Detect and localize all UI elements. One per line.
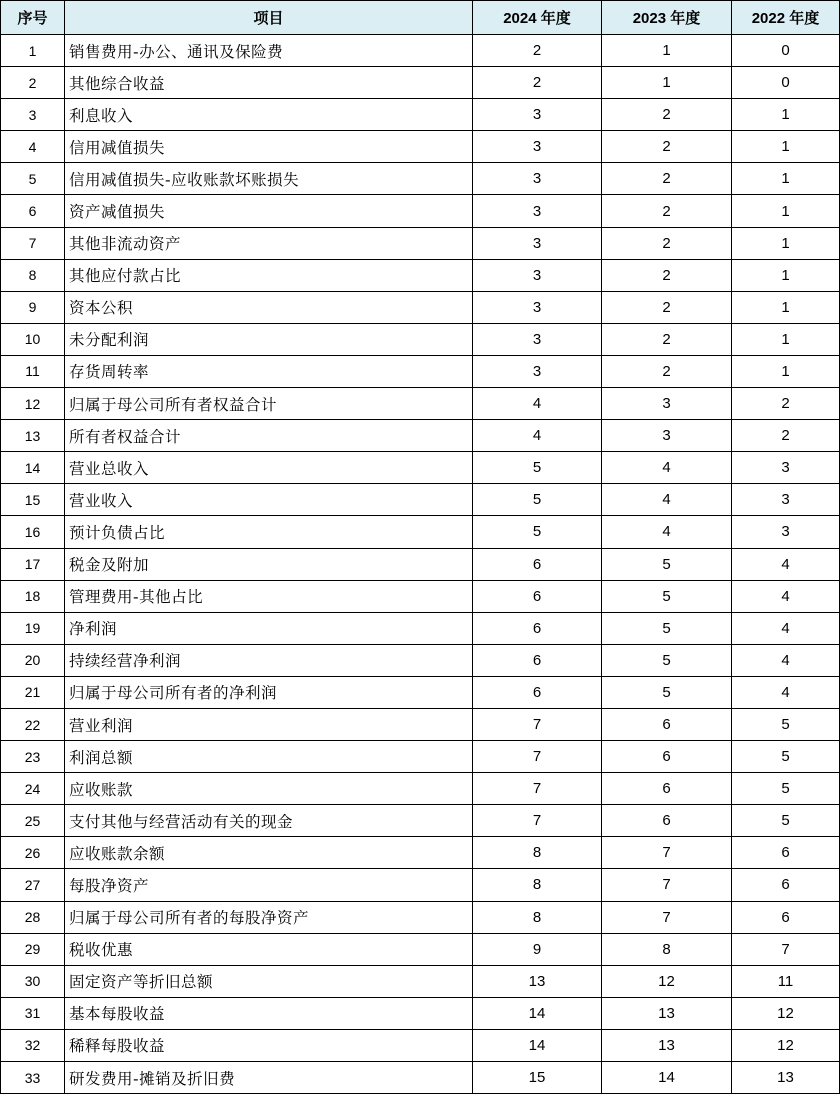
cell-2024: 3 <box>473 99 602 131</box>
cell-2022: 4 <box>732 580 840 612</box>
table-row <box>1 163 840 195</box>
cell-2023: 3 <box>602 388 732 420</box>
header-index: 序号 <box>1 1 65 35</box>
cell-2022: 5 <box>732 708 840 740</box>
table-row <box>1 548 840 580</box>
cell-item: 营业利润 <box>65 708 473 740</box>
cell-2023: 13 <box>602 1029 732 1061</box>
cell-index: 7 <box>1 227 65 259</box>
table-row <box>1 708 840 740</box>
cell-item: 税金及附加 <box>65 548 473 580</box>
cell-2024: 6 <box>473 644 602 676</box>
cell-2024: 4 <box>473 388 602 420</box>
cell-2023: 6 <box>602 741 732 773</box>
cell-item: 基本每股收益 <box>65 997 473 1029</box>
cell-2023: 1 <box>602 35 732 67</box>
table-row <box>1 676 840 708</box>
header-2024: 2024 年度 <box>473 1 602 35</box>
cell-2023: 2 <box>602 355 732 387</box>
cell-2024: 9 <box>473 933 602 965</box>
table-row <box>1 741 840 773</box>
cell-2023: 7 <box>602 837 732 869</box>
cell-2024: 3 <box>473 131 602 163</box>
cell-2023: 2 <box>602 227 732 259</box>
table-row <box>1 901 840 933</box>
table-row <box>1 773 840 805</box>
cell-2023: 4 <box>602 516 732 548</box>
cell-item: 固定资产等折旧总额 <box>65 965 473 997</box>
cell-item: 税收优惠 <box>65 933 473 965</box>
cell-2022: 6 <box>732 901 840 933</box>
cell-2024: 14 <box>473 1029 602 1061</box>
table-row <box>1 195 840 227</box>
cell-item: 归属于母公司所有者权益合计 <box>65 388 473 420</box>
cell-2022: 3 <box>732 484 840 516</box>
cell-2024: 13 <box>473 965 602 997</box>
cell-2024: 2 <box>473 67 602 99</box>
table-row <box>1 259 840 291</box>
cell-2022: 12 <box>732 1029 840 1061</box>
cell-index: 26 <box>1 837 65 869</box>
cell-2022: 1 <box>732 259 840 291</box>
table-row <box>1 355 840 387</box>
cell-index: 2 <box>1 67 65 99</box>
cell-2023: 2 <box>602 195 732 227</box>
table-row <box>1 837 840 869</box>
cell-item: 营业总收入 <box>65 452 473 484</box>
cell-2022: 1 <box>732 163 840 195</box>
cell-2024: 3 <box>473 227 602 259</box>
cell-index: 4 <box>1 131 65 163</box>
cell-2022: 2 <box>732 388 840 420</box>
table-row <box>1 227 840 259</box>
cell-2023: 3 <box>602 420 732 452</box>
cell-2022: 4 <box>732 676 840 708</box>
cell-2023: 8 <box>602 933 732 965</box>
cell-2022: 11 <box>732 965 840 997</box>
cell-2024: 7 <box>473 805 602 837</box>
table-row <box>1 1062 840 1094</box>
cell-item: 净利润 <box>65 612 473 644</box>
cell-2023: 13 <box>602 997 732 1029</box>
table-row <box>1 933 840 965</box>
cell-item: 存货周转率 <box>65 355 473 387</box>
cell-2024: 8 <box>473 837 602 869</box>
cell-2022: 12 <box>732 997 840 1029</box>
cell-2024: 7 <box>473 773 602 805</box>
table-row <box>1 420 840 452</box>
cell-2022: 3 <box>732 452 840 484</box>
table-row <box>1 99 840 131</box>
cell-2024: 6 <box>473 676 602 708</box>
cell-2022: 3 <box>732 516 840 548</box>
cell-index: 17 <box>1 548 65 580</box>
cell-2023: 6 <box>602 805 732 837</box>
cell-2022: 7 <box>732 933 840 965</box>
cell-index: 6 <box>1 195 65 227</box>
cell-2024: 3 <box>473 163 602 195</box>
cell-index: 1 <box>1 35 65 67</box>
cell-2023: 14 <box>602 1062 732 1094</box>
table-row <box>1 612 840 644</box>
cell-index: 9 <box>1 291 65 323</box>
cell-index: 28 <box>1 901 65 933</box>
cell-index: 30 <box>1 965 65 997</box>
cell-2023: 5 <box>602 644 732 676</box>
table-row <box>1 291 840 323</box>
table-header <box>1 1 840 35</box>
cell-index: 15 <box>1 484 65 516</box>
table-row <box>1 644 840 676</box>
cell-2022: 1 <box>732 323 840 355</box>
cell-item: 每股净资产 <box>65 869 473 901</box>
cell-2022: 5 <box>732 773 840 805</box>
table-row <box>1 516 840 548</box>
cell-index: 31 <box>1 997 65 1029</box>
cell-2023: 7 <box>602 869 732 901</box>
cell-index: 23 <box>1 741 65 773</box>
table-row <box>1 484 840 516</box>
table-row <box>1 1029 840 1061</box>
cell-item: 支付其他与经营活动有关的现金 <box>65 805 473 837</box>
cell-2024: 7 <box>473 708 602 740</box>
cell-2024: 5 <box>473 516 602 548</box>
cell-2022: 1 <box>732 355 840 387</box>
cell-2023: 2 <box>602 99 732 131</box>
cell-2023: 4 <box>602 452 732 484</box>
header-row <box>1 1 840 35</box>
cell-index: 11 <box>1 355 65 387</box>
cell-index: 20 <box>1 644 65 676</box>
cell-2023: 5 <box>602 580 732 612</box>
cell-item: 管理费用-其他占比 <box>65 580 473 612</box>
cell-2022: 5 <box>732 805 840 837</box>
cell-2024: 5 <box>473 484 602 516</box>
cell-2023: 2 <box>602 259 732 291</box>
cell-2024: 8 <box>473 869 602 901</box>
cell-2022: 6 <box>732 869 840 901</box>
cell-2022: 4 <box>732 548 840 580</box>
cell-index: 5 <box>1 163 65 195</box>
cell-item: 销售费用-办公、通讯及保险费 <box>65 35 473 67</box>
cell-index: 14 <box>1 452 65 484</box>
cell-2024: 3 <box>473 323 602 355</box>
cell-2022: 6 <box>732 837 840 869</box>
cell-2024: 8 <box>473 901 602 933</box>
cell-2024: 14 <box>473 997 602 1029</box>
table-row <box>1 388 840 420</box>
cell-2022: 13 <box>732 1062 840 1094</box>
cell-2022: 1 <box>732 227 840 259</box>
cell-index: 25 <box>1 805 65 837</box>
cell-2023: 7 <box>602 901 732 933</box>
cell-2023: 2 <box>602 291 732 323</box>
cell-index: 33 <box>1 1062 65 1094</box>
table-row <box>1 452 840 484</box>
cell-item: 资本公积 <box>65 291 473 323</box>
cell-2022: 1 <box>732 131 840 163</box>
cell-item: 营业收入 <box>65 484 473 516</box>
cell-2023: 6 <box>602 708 732 740</box>
header-item: 项目 <box>65 1 473 35</box>
cell-item: 持续经营净利润 <box>65 644 473 676</box>
cell-item: 归属于母公司所有者的每股净资产 <box>65 901 473 933</box>
cell-item: 利润总额 <box>65 741 473 773</box>
cell-index: 18 <box>1 580 65 612</box>
cell-index: 12 <box>1 388 65 420</box>
cell-2023: 5 <box>602 676 732 708</box>
table-row <box>1 131 840 163</box>
cell-2023: 12 <box>602 965 732 997</box>
cell-2022: 1 <box>732 291 840 323</box>
cell-index: 3 <box>1 99 65 131</box>
cell-2024: 2 <box>473 35 602 67</box>
table-row <box>1 997 840 1029</box>
cell-2023: 5 <box>602 612 732 644</box>
header-2022: 2022 年度 <box>732 1 840 35</box>
cell-item: 应收账款 <box>65 773 473 805</box>
cell-index: 13 <box>1 420 65 452</box>
table-row <box>1 35 840 67</box>
table-body <box>1 35 840 1094</box>
cell-2024: 4 <box>473 420 602 452</box>
cell-index: 22 <box>1 708 65 740</box>
cell-index: 21 <box>1 676 65 708</box>
cell-item: 资产减值损失 <box>65 195 473 227</box>
cell-2024: 6 <box>473 580 602 612</box>
cell-2023: 2 <box>602 131 732 163</box>
cell-item: 信用减值损失-应收账款坏账损失 <box>65 163 473 195</box>
cell-item: 稀释每股收益 <box>65 1029 473 1061</box>
table-row <box>1 869 840 901</box>
header-2023: 2023 年度 <box>602 1 732 35</box>
cell-item: 其他应付款占比 <box>65 259 473 291</box>
cell-index: 29 <box>1 933 65 965</box>
cell-2024: 5 <box>473 452 602 484</box>
cell-2022: 1 <box>732 99 840 131</box>
cell-2023: 4 <box>602 484 732 516</box>
cell-2024: 6 <box>473 612 602 644</box>
cell-index: 16 <box>1 516 65 548</box>
cell-2024: 3 <box>473 355 602 387</box>
cell-2022: 0 <box>732 35 840 67</box>
cell-2022: 0 <box>732 67 840 99</box>
cell-item: 未分配利润 <box>65 323 473 355</box>
cell-2023: 2 <box>602 163 732 195</box>
cell-item: 信用减值损失 <box>65 131 473 163</box>
cell-2024: 15 <box>473 1062 602 1094</box>
cell-2023: 5 <box>602 548 732 580</box>
cell-item: 其他非流动资产 <box>65 227 473 259</box>
cell-2024: 3 <box>473 195 602 227</box>
cell-item: 应收账款余额 <box>65 837 473 869</box>
cell-2022: 5 <box>732 741 840 773</box>
cell-item: 利息收入 <box>65 99 473 131</box>
cell-item: 研发费用-摊销及折旧费 <box>65 1062 473 1094</box>
cell-2024: 3 <box>473 291 602 323</box>
cell-2022: 2 <box>732 420 840 452</box>
cell-index: 19 <box>1 612 65 644</box>
cell-2024: 6 <box>473 548 602 580</box>
cell-2023: 2 <box>602 323 732 355</box>
cell-2022: 4 <box>732 644 840 676</box>
table-row <box>1 323 840 355</box>
table-row <box>1 805 840 837</box>
cell-2023: 1 <box>602 67 732 99</box>
cell-2024: 7 <box>473 741 602 773</box>
table-row <box>1 67 840 99</box>
table-row <box>1 965 840 997</box>
cell-index: 27 <box>1 869 65 901</box>
cell-2022: 1 <box>732 195 840 227</box>
cell-item: 其他综合收益 <box>65 67 473 99</box>
cell-index: 10 <box>1 323 65 355</box>
cell-item: 归属于母公司所有者的净利润 <box>65 676 473 708</box>
cell-item: 所有者权益合计 <box>65 420 473 452</box>
cell-2023: 6 <box>602 773 732 805</box>
table-row <box>1 580 840 612</box>
cell-2022: 4 <box>732 612 840 644</box>
cell-index: 32 <box>1 1029 65 1061</box>
cell-2024: 3 <box>473 259 602 291</box>
cell-index: 8 <box>1 259 65 291</box>
cell-index: 24 <box>1 773 65 805</box>
cell-item: 预计负债占比 <box>65 516 473 548</box>
